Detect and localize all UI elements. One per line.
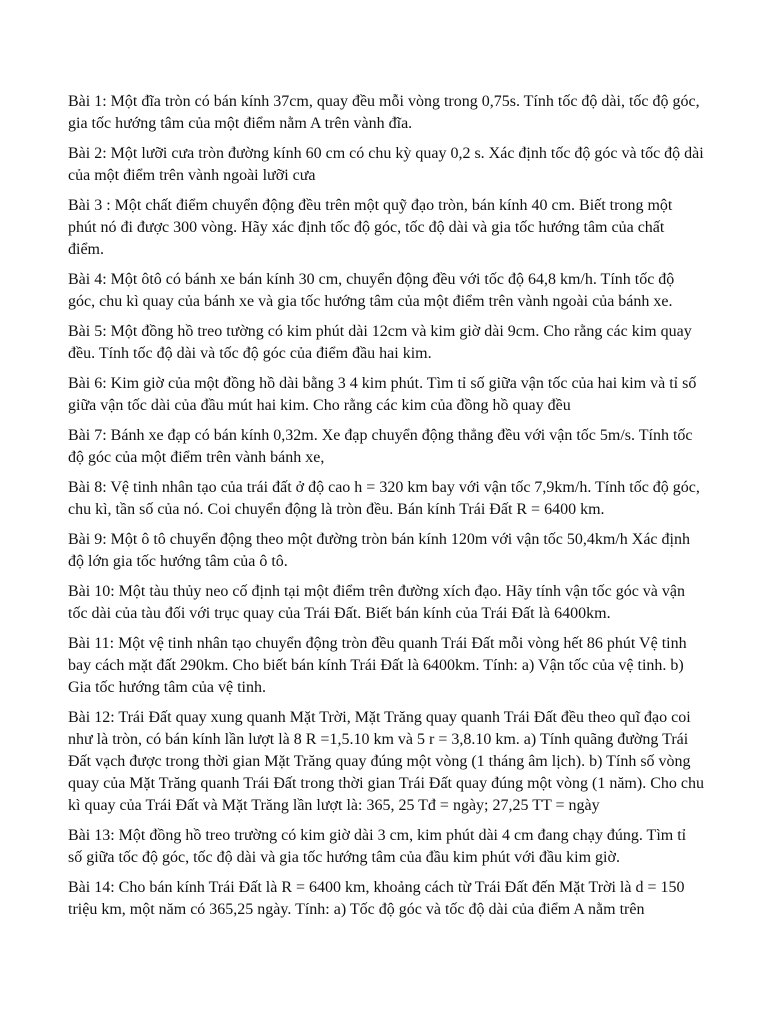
exercise-7: Bài 7: Bánh xe đạp có bán kính 0,32m. Xe đạp chuyển động thẳng đều với vận tốc 5m/s. Tính tốc độ góc của một điểm trên vành bánh xe, [68, 427, 693, 466]
exercise-11: Bài 11: Một vệ tinh nhân tạo chuyển động tròn đều quanh Trái Đất mỗi vòng hết 86 phút Vệ tinh bay cách mặt đất 290km. Cho biết bán kính Trái Đất là 6400km. Tính: a) Vận tốc của vệ tinh. b) Gia tốc hướng tâm của vệ tinh. [68, 635, 687, 696]
exercise-5: Bài 5: Một đồng hồ treo tường có kim phút dài 12cm và kim giờ dài 9cm. Cho rằng các kim quay đều. Tính tốc độ dài và tốc độ góc của điểm đầu hai kim. [68, 323, 692, 362]
exercise-4: Bài 4: Một ôtô có bánh xe bán kính 30 cm, chuyển động đều với tốc độ 64,8 km/h. Tính tốc độ góc, chu kì quay của bánh xe và gia tốc hướng tâm của một điểm trên vành ngoài của bánh xe. [68, 271, 675, 310]
exercise-list [68, 91, 704, 929]
exercise-12: Bài 12: Trái Đất quay xung quanh Mặt Trời, Mặt Trăng quay quanh Trái Đất đều theo quĩ đạo coi như là tròn, có bán kính lần lượt là 8 R =1,5.10 km và 5 r = 3,8.10 km. a) Tính quãng đường Trái Đất vạch được trong thời gian Mặt Trăng quay đúng một vòng (1 tháng âm lịch). b) Tính số vòng quay của Mặt Trăng quanh Trái Đất trong thời gian Trái Đất quay đúng một vòng (1 năm). Cho chu kì quay của Trái Đất và Mặt Trăng lần lượt là: 365, 25 Tđ = ngày; 27,25 TT = ngày [68, 709, 704, 814]
exercise-3: Bài 3 : Một chất điểm chuyển động đều trên một quỹ đạo tròn, bán kính 40 cm. Biết trong một phút nó đi được 300 vòng. Hãy xác định tốc độ góc, tốc độ dài và gia tốc hướng tâm của chất điểm. [68, 197, 673, 258]
exercise-13: Bài 13: Một đồng hồ treo trường có kim giờ dài 3 cm, kim phút dài 4 cm đang chạy đúng. Tìm tỉ số giữa tốc độ góc, tốc độ dài và gia tốc hướng tâm của đầu kim phút với đầu kim giờ. [68, 827, 687, 866]
exercise-6: Bài 6: Kim giờ của một đồng hồ dài bằng 3 4 kim phút. Tìm tỉ số giữa vận tốc của hai kim và tỉ số giữa vận tốc dài của đầu mút hai kim. Cho rằng các kim của đồng hồ quay đều [68, 375, 697, 414]
exercise-14: Bài 14: Cho bán kính Trái Đất là R = 6400 km, khoảng cách từ Trái Đất đến Mặt Trời là d = 150 triệu km, một năm có 365,25 ngày. Tính: a) Tốc độ góc và tốc độ dài của điểm A nằm trên [68, 879, 685, 918]
exercise-8: Bài 8: Vệ tinh nhân tạo của trái đất ở độ cao h = 320 km bay với vận tốc 7,9km/h. Tính tốc độ góc, chu kì, tần số của nó. Coi chuyển động là tròn đều. Bán kính Trái Đất R = 6400 km. [68, 479, 700, 518]
exercise-9: Bài 9: Một ô tô chuyển động theo một đường tròn bán kính 120m với vận tốc 50,4km/h Xác định độ lớn gia tốc hướng tâm của ô tô. [68, 531, 690, 570]
exercise-10: Bài 10: Một tàu thủy neo cố định tại một điểm trên đường xích đạo. Hãy tính vận tốc góc và vận tốc dài của tàu đối với trục quay của Trái Đất. Biết bán kính của Trái Đất là 6400km. [68, 583, 686, 622]
exercise-1: Bài 1: Một đĩa tròn có bán kính 37cm, quay đều mỗi vòng trong 0,75s. Tính tốc độ dài, tốc độ góc, gia tốc hướng tâm của một điểm nằm A trên vành đĩa. [68, 93, 700, 132]
exercise-2: Bài 2: Một lưỡi cưa tròn đường kính 60 cm có chu kỳ quay 0,2 s. Xác định tốc độ góc và tốc độ dài của một điểm trên vành ngoài lưỡi cưa [68, 145, 704, 184]
